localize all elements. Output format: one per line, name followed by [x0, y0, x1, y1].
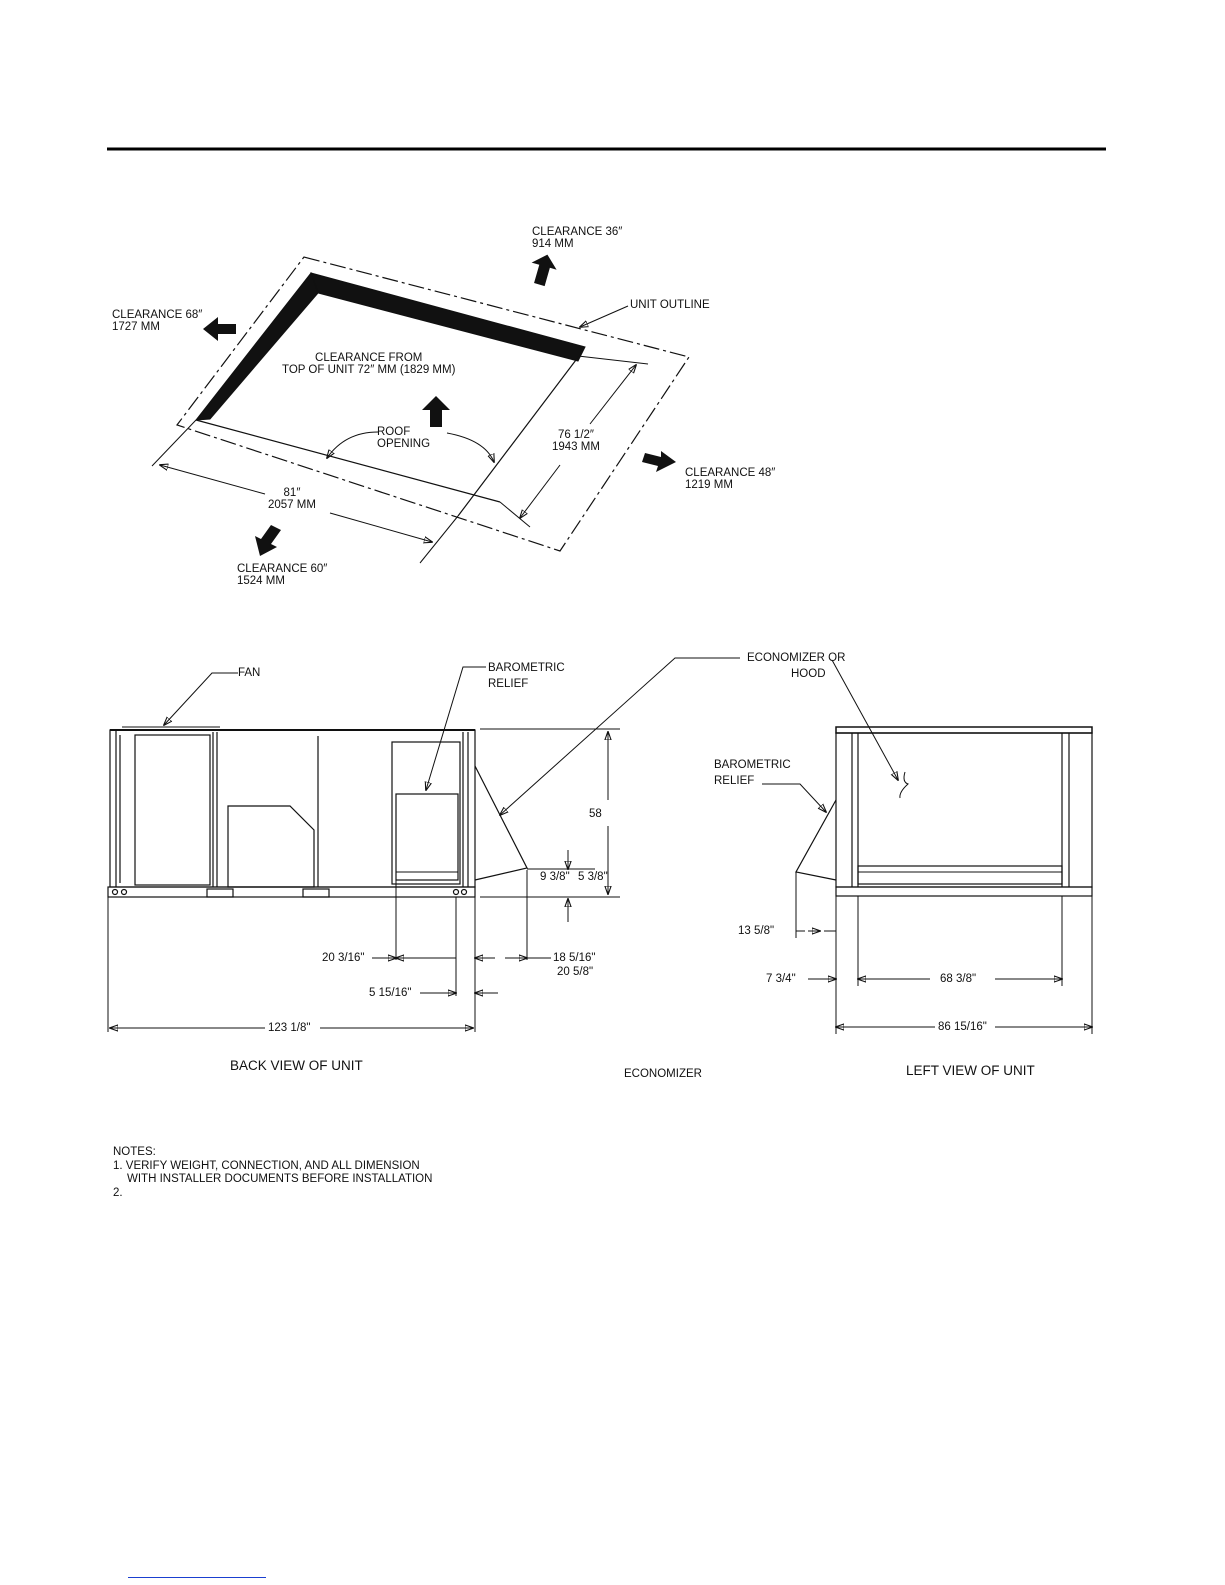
overall-length-label: 123 1/8" [268, 1022, 311, 1034]
left-view-caption: LEFT VIEW OF UNIT [906, 1063, 1035, 1078]
note-2: 2. [113, 1186, 123, 1199]
arrow-top [422, 396, 450, 427]
height-58-label: 58 [589, 808, 602, 820]
arrow-up-back [526, 251, 560, 288]
dim-20-5-8-label: 20 5/8" [557, 966, 594, 978]
economizer-or-hood-label: ECONOMIZER OR HOOD [747, 652, 846, 680]
economizer-caption: ECONOMIZER [624, 1068, 702, 1080]
overall-width-label: 86 15/16" [938, 1021, 987, 1033]
left-view [762, 660, 1092, 1034]
note-1-line-2: WITH INSTALLER DOCUMENTS BEFORE INSTALLATION [127, 1173, 433, 1185]
width-dimension-label: 81″ 2057 MM [268, 487, 316, 511]
back-view-caption: BACK VIEW OF UNIT [230, 1058, 363, 1073]
clearance-top-label: CLEARANCE FROM TOP OF UNIT 72″ MM (1829 MM) [282, 352, 456, 376]
barometric-relief-label: BAROMETRIC RELIEF [488, 662, 565, 690]
dim-18-5-16-label: 18 5/16" [553, 952, 596, 964]
clearance-right-label: CLEARANCE 48″ 1219 MM [685, 467, 776, 491]
note-1-line-1: 1. VERIFY WEIGHT, CONNECTION, AND ALL DIMENSION [113, 1159, 420, 1172]
dim-20-3-16-label: 20 3/16" [322, 952, 365, 964]
back-view [108, 658, 740, 1032]
unit-outline-label: UNIT OUTLINE [630, 299, 710, 311]
fan-label: FAN [238, 667, 261, 679]
roof-curb-left [196, 273, 318, 420]
left-barometric-relief-label: BAROMETRIC RELIEF [714, 759, 791, 787]
roof-curb-back [311, 273, 585, 361]
arrow-right [642, 451, 676, 472]
notes-block [113, 1146, 432, 1200]
dim-13-5-8-label: 13 5/8" [738, 925, 775, 937]
clearance-back-label: CLEARANCE 36″ 914 MM [532, 226, 623, 250]
arrow-left [203, 317, 236, 341]
footer-link-underline[interactable] [128, 1577, 266, 1578]
clearance-left-label: CLEARANCE 68″ 1727 MM [112, 309, 203, 333]
plan-view [152, 257, 689, 563]
depth-dimension-label: 76 1/2″ 1943 MM [552, 429, 600, 453]
notes-heading: NOTES: [113, 1146, 156, 1158]
dim-5-3-8-label: 5 3/8" [578, 871, 608, 883]
dim-9-3-8-label: 9 3/8" [540, 871, 570, 883]
dim-68-3-8-label: 68 3/8" [940, 973, 977, 985]
roof-opening-label: ROOF OPENING [377, 426, 431, 450]
arrow-down-front [255, 525, 281, 556]
dim-7-3-4-label: 7 3/4" [766, 973, 796, 985]
clearance-front-label: CLEARANCE 60″ 1524 MM [237, 563, 328, 587]
dim-5-15-16-label: 5 15/16" [369, 987, 412, 999]
